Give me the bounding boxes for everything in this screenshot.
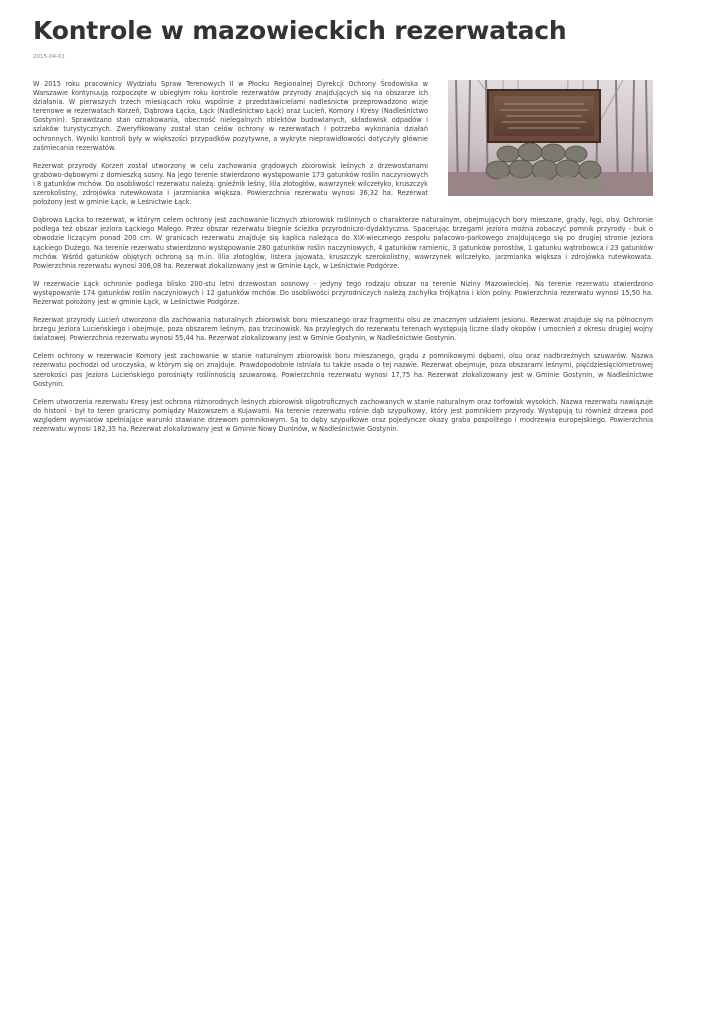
paragraph-lack: W rezerwacie Łąck ochronie podlega blisko 200-stu letni drzewostan sosnowy - jedyny tego rodzaju obszar na terenie Niziny Mazowieckiej. Na terenie rezerwatu stwierdzono występowanie 174 gatunków roślin naczyniowych i 12 gatunków mchów. Do osobliwości przyrodniczych należą zachyłka trójkątna i klon polny. Powierzchnia rezerwatu wynosi 15,50 ha. Rezerwat położony jest w gminie Łąck, w Leśnictwie Podgórze. xyxy=(33,279,653,306)
page-title: Kontrole w mazowieckich rezerwatach xyxy=(33,16,567,45)
reserve-sign-image xyxy=(448,80,653,196)
article-container xyxy=(33,14,653,443)
paragraph-intro: W 2015 roku pracownicy Wydziału Spraw Terenowych II w Płocku Regionalnej Dyrekcji Ochrony Środowiska w Warszawie kontynuują rozpoczęte w ubiegłym roku kontrole rezerwatów przyrody znajdujących się na obszarze ich działania. W pierwszych trzech miesiącach roku wspólnie z przedstawicielami nadleśnictw przeprowadzono wizje terenowe w rezerwatach Korzeń, Dąbrowa Łącka, Łąck (Nadleśnictwo Łąck) oraz Lucień, Komory i Kresy (Nadleśnictwo Gostynin). Sprawdzano stan oznakowania, obecność nielegalnych obiektów budowlanych, składowisk odpadów i szlaków turystycznych. Zweryfikowany został stan celów ochrony w rezerwatach i potrzeba wykonania działań ochronnych. Wyniki kontroli były w większości przypadków pozytywne, a wykryte nieprawidłowości dotyczyły głównie zaśmiecania rezerwatów. xyxy=(33,80,428,152)
paragraph-kresy: Celem utworzenia rezerwatu Kresy jest ochrona różnorodnych leśnych zbiorowisk oligotroficznych zachowanych w stanie naturalnym oraz torfowisk wysokich. Nazwa rezerwatu nawiązuje do historii - był to teren graniczny pomiędzy Mazowszem a Kujawami. Na terenie rezerwatu rośnie dąb szypułkowy, który jest pomnikiem przyrody. Występują tu również drzewa pod względem wymiarów spełniające warunki stawiane drzewom pomnikowym. Są to dęby szypułkowe oraz pojedyncze okazy graba pospolitego i modrzewia europejskiego. Powierzchnia rezerwatu wynosi 182,35 ha. Rezerwat zlokalizowany jest w Gminie Nowy Duninów, w Nadleśnictwie Gostynin. xyxy=(33,397,653,433)
paragraph-dabrowa-lacka: Dąbrowa Łącka to rezerwat, w którym celem ochrony jest zachowanie licznych zbiorowisk roślinnych o charakterze naturalnym, obejmujących bory mieszane, grądy, łęgi, olsy. Ochronie podlega też obszar jeziora Łąckiego Małego. Przez obszar rezerwatu biegnie ścieżka przyrodniczo-dydaktyczna. Spacerując brzegami jeziora można zobaczyć pomnik przyrody - buk o obwodzie liczącym ponad 200 cm. W granicach rezerwatu znajduje się kaplica należąca do XIX-wiecznego zespołu pałacowo-parkowego znajdującego się po drugiej stronie jeziora Łąckiego Dużego. Na terenie rezerwatu stwierdzono występowanie 280 gatunków roślin naczyniowych, 4 gatunków ramienic, 3 gatunków porostów, 1 gatunku wątrobowca i 23 gatunków mchów. Wśród gatunków objętych ochroną są m.in. lilia złotogłów, listera jajowata, kruszczyk szerokolistny, wawrzynek wilczełyko, jarzmianka większa i zdrojówka rutewkowata. Powierzchnia rezerwatu wynosi 306,08 ha. Rezerwat zlokalizowany jest w Gminie Łąck, w Leśnictwie Podgórze. xyxy=(33,216,653,270)
publish-date: 2015-04-01 xyxy=(33,54,65,60)
paragraph-lucien: Rezerwat przyrody Lucień utworzono dla zachowania naturalnych zbiorowisk boru mieszanego oraz fragmentu olsu ze znacznym udziałem jesionu. Rezerwat znajduje się na północnym brzegu Jeziora Lucieńskiego i obejmuje, poza obszarem leśnym, pas trzcinowisk. Na przyległych do rezerwatu terenach występują liczne ślady okopów i umocnień z okresu drugiej wojny światowej. Powierzchnia rezerwatu wynosi 55,44 ha. Rezerwat zlokalizowany jest w Gminie Gostynin, w Nadleśnictwie Gostynin. xyxy=(33,316,653,343)
paragraph-komory: Celem ochrony w rezerwacie Komory jest zachowanie w stanie naturalnym zbiorowisk boru mieszanego, grądu z pomnikowymi dębami, olsu oraz nadbrzeżnych szuwarów. Nazwa rezerwatu pochodzi od uroczyska, w którym się on znajduje. Prawdopodobnie istniała tu także osada o tej nazwie. Rezerwat obejmuje, poza obszarami leśnymi, pięćdziesięciometrowej szerokości pas Jeziora Lucieńskiego porośnięty roślinnością szuwarową. Powierzchnia rezerwatu wynosi 17,75 ha. Rezerwat zlokalizowany jest w Gminie Gostynin, w Nadleśnictwie Gostynin. xyxy=(33,352,653,388)
article-body xyxy=(33,80,653,434)
paragraph-korzen: Rezerwat przyrody Korzeń został utworzony w celu zachowania grądowych zbiorowisk leśnych z drzewostanami grabowo-dębowymi z domieszką sosny. Na jego terenie stwierdzono występowanie 173 gatunków roślin naczyniowych i 8 gatunków mchów. Do osobliwości rezerwatu należą: gnieźnik leśny, lilia złotogłów, wawrzynek wilczełyko, kruszczyk szerokolistny, zdrojówka rutewkowata i jarzmianka większa. Powierzchnia rezerwatu wynosi 36,32 ha. Rezerwat położony jest w gminie Łąck, w Leśnictwie Łąck. xyxy=(33,161,428,207)
reserve-sign-photo xyxy=(448,80,653,196)
